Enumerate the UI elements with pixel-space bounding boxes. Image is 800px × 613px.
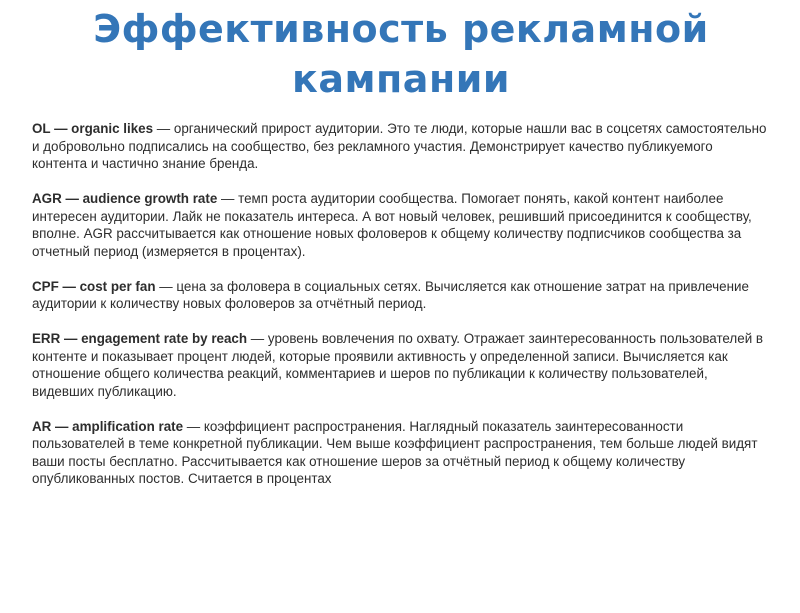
title-line-1: Эффективность рекламной [93, 7, 709, 51]
paragraph-err [32, 330, 770, 400]
definition-cpf: — цена за фоловера в социальных сетях. Вычисляется как отношение затрат на привлечение аудитории к количеству новых фоловеров за отчётный период. [32, 278, 749, 311]
definition-ar: — коэффициент распространения. Наглядный показатель заинтересованности пользователей в теме конкретной публикации. Чем выше коэффициент распространения, тем больше людей видят ваши посты бесплатно. Рассчитывается как отношение шеров за отчётный период к общему количеству опубликованных постов. Считается в процентах [32, 418, 758, 486]
slide-title [32, 0, 770, 104]
slide-body [32, 120, 770, 488]
term-ol: OL — organic likes [32, 121, 154, 136]
paragraph-agr [32, 190, 770, 260]
definition-agr: — темп роста аудитории сообщества. Помогает понять, какой контент наиболее интересен аудитории. Лайк не показатель интереса. А вот новый человек, решивший присоединится к сообществу, вполне. AGR рассчитывается как отношение новых фоловеров к общему количеству подписчиков сообщества за отчетный период (измеряется в процентах). [32, 191, 752, 259]
term-err: ERR — engagement rate by reach [32, 331, 248, 346]
term-agr: AGR — audience growth rate [32, 191, 218, 206]
title-line-2: кампании [292, 57, 510, 101]
definition-err: — уровень вовлечения по охвату. Отражает заинтересованность пользователей в контенте и показывает процент людей, которые проявили активность у определенной записи. Вычисляется как отношение общего количества реакций, комментариев и шеров по публикации к количеству пользователей, видевших публикацию. [32, 331, 764, 399]
definition-ol: — органический прирост аудитории. Это те люди, которые нашли вас в соцсетях самостоятельно и добровольно подписались на сообщество, без рекламного участия. Демонстрирует качество публикуемого контента и частично знание бренда. [32, 121, 767, 171]
term-cpf: CPF — cost per fan [32, 278, 156, 294]
paragraph-ar [32, 418, 770, 488]
paragraph-cpf [32, 278, 770, 313]
paragraph-ol [32, 120, 770, 173]
term-ar: AR — amplification rate [32, 418, 184, 434]
